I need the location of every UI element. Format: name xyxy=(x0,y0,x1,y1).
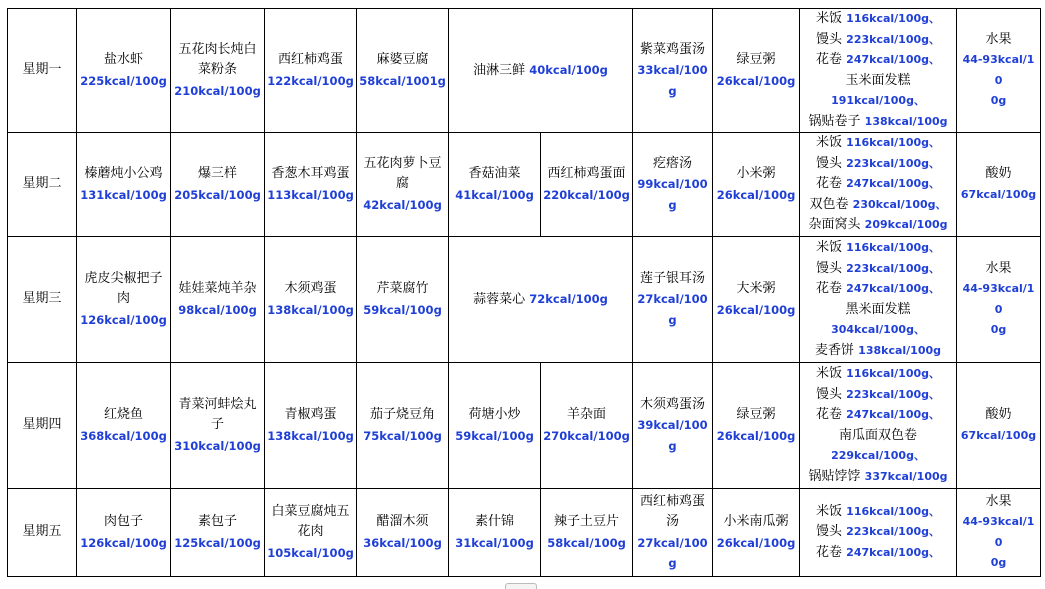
dish-name: 爆三样 xyxy=(197,166,237,181)
staple-line xyxy=(802,71,954,92)
dish-cell xyxy=(77,237,171,363)
dish-calories: 113kcal/100g xyxy=(267,187,354,202)
dish-name: 绿豆粥 xyxy=(736,407,776,422)
staple-name: 馒头 xyxy=(816,524,843,540)
staple-calories: 223kcal/100g、 xyxy=(846,261,941,275)
dish-calories: 75kcal/100g xyxy=(363,428,442,443)
staple-name: 馒头 xyxy=(816,386,843,402)
dish-cell xyxy=(171,489,265,577)
dish-calories: 58kcal/100g xyxy=(547,535,626,550)
menu-row xyxy=(8,363,1041,489)
dish-name: 五花肉萝卜豆腐 xyxy=(363,155,442,192)
menu-row xyxy=(8,237,1041,363)
fruit-name: 酸奶 xyxy=(985,166,1012,181)
staple-calories: 229kcal/100g、 xyxy=(831,449,925,462)
dish-name: 肉包子 xyxy=(103,514,143,529)
staple-calories: 116kcal/100g、 xyxy=(846,241,941,254)
dish-name: 荷塘小炒 xyxy=(468,407,521,422)
staple-line xyxy=(802,385,954,406)
dish-calories: 270kcal/100g xyxy=(543,428,630,443)
staple-name: 米饭 xyxy=(816,11,843,26)
staple-name: 杂面窝头 xyxy=(808,217,861,233)
dish-name: 青椒鸡蛋 xyxy=(284,407,337,422)
staple-line xyxy=(802,341,954,362)
dish-cell xyxy=(357,9,449,133)
staple-calories: 223kcal/100g、 xyxy=(846,387,941,401)
dish-name: 大米粥 xyxy=(736,281,776,296)
staple-calories: 191kcal/100g、 xyxy=(831,94,925,107)
staple-name: 黑米面发糕 xyxy=(845,301,911,317)
staple-food-cell xyxy=(800,133,957,237)
staple-name: 南瓜面双色卷 xyxy=(839,427,918,443)
dish-calories: 122kcal/100g xyxy=(267,73,354,88)
staple-calories: 304kcal/100g、 xyxy=(831,323,925,336)
dish-cell xyxy=(713,133,800,237)
dish-calories: 27kcal/100g xyxy=(637,535,708,570)
staple-line xyxy=(802,112,954,133)
staple-calories: 138kcal/100g xyxy=(864,114,948,128)
staple-name: 花卷 xyxy=(816,281,843,296)
staple-calories: 209kcal/100g xyxy=(864,218,948,232)
scroll-handle[interactable] xyxy=(505,583,537,589)
dish-calories: 39kcal/100g xyxy=(637,418,708,453)
dish-name: 白菜豆腐炖五花肉 xyxy=(271,503,350,540)
staple-name: 玉米面发糕 xyxy=(845,72,911,88)
staple-name: 米饭 xyxy=(816,366,843,381)
staple-calories: 116kcal/100g、 xyxy=(846,504,941,518)
dish-name: 虎皮尖椒把子肉 xyxy=(84,270,163,307)
fruit-name: 水果 xyxy=(985,493,1012,509)
dish-calories: 27kcal/100g xyxy=(637,292,708,327)
dish-name: 莲子银耳汤 xyxy=(640,270,706,286)
dish-calories: 310kcal/100g xyxy=(174,438,261,453)
staple-calories: 230kcal/100g、 xyxy=(852,197,947,211)
staple-calories: 116kcal/100g、 xyxy=(846,367,941,380)
dish-cell xyxy=(449,363,541,489)
dish-cell xyxy=(171,237,265,363)
dish-calories: 126kcal/100g xyxy=(80,312,167,327)
staple-line xyxy=(802,133,954,154)
weekday-cell: 星期四 xyxy=(8,363,77,489)
staple-name: 馒头 xyxy=(816,155,843,171)
dish-cell xyxy=(713,489,800,577)
dish-cell xyxy=(171,363,265,489)
staple-line xyxy=(802,467,954,488)
fruit-cell xyxy=(957,237,1041,363)
staple-line xyxy=(802,364,954,385)
staple-calories: 223kcal/100g、 xyxy=(846,32,941,46)
dish-name: 茄子烧豆角 xyxy=(369,407,435,422)
menu-row xyxy=(8,133,1041,237)
fruit-calories: 44-93kcal/10 xyxy=(962,53,1035,87)
dish-cell xyxy=(77,489,171,577)
dish-name: 醋溜木须 xyxy=(376,514,429,529)
dish-cell xyxy=(171,9,265,133)
dish-cell xyxy=(77,363,171,489)
staple-calories: 223kcal/100g、 xyxy=(846,525,941,539)
dish-name: 素包子 xyxy=(197,514,237,529)
dish-cell xyxy=(357,133,449,237)
staple-line xyxy=(802,50,954,71)
fruit-calories: 0g xyxy=(990,323,1007,336)
fruit-calories: 67kcal/100g xyxy=(960,428,1037,442)
fruit-name: 酸奶 xyxy=(985,407,1012,422)
dish-name: 西红柿鸡蛋汤 xyxy=(640,493,706,529)
dish-name: 油淋三鲜 xyxy=(473,62,526,78)
dish-name: 西红柿鸡蛋 xyxy=(277,52,343,67)
staple-name: 米饭 xyxy=(816,503,843,519)
dish-name: 蒜蓉菜心 xyxy=(473,291,526,307)
staple-calories: 116kcal/100g、 xyxy=(846,136,941,150)
dish-calories: 26kcal/100g xyxy=(716,73,796,88)
staple-line xyxy=(802,279,954,300)
dish-calories: 72kcal/100g xyxy=(529,291,608,306)
dish-name: 木须鸡蛋 xyxy=(284,281,337,296)
dish-name: 麻婆豆腐 xyxy=(376,52,429,67)
dish-calories: 42kcal/100g xyxy=(363,197,442,212)
dish-cell xyxy=(713,9,800,133)
staple-name: 花卷 xyxy=(816,52,843,67)
dish-calories: 368kcal/100g xyxy=(80,428,167,443)
dish-cell xyxy=(265,9,357,133)
weekday-cell: 星期一 xyxy=(8,9,77,133)
dish-cell xyxy=(77,133,171,237)
dish-cell xyxy=(633,363,713,489)
dish-cell xyxy=(449,237,633,363)
dish-calories: 210kcal/100g xyxy=(174,83,261,98)
staple-name: 米饭 xyxy=(816,135,843,151)
staple-calories: 116kcal/100g、 xyxy=(846,12,941,25)
staple-line xyxy=(802,426,954,447)
staple-calories: 247kcal/100g、 xyxy=(846,282,941,295)
dish-cell xyxy=(633,9,713,133)
staple-calories: 247kcal/100g、 xyxy=(846,545,941,559)
dish-calories: 126kcal/100g xyxy=(80,535,167,550)
dish-calories: 225kcal/100g xyxy=(80,73,167,88)
menu-row xyxy=(8,489,1041,577)
dish-calories: 58kcal/1001g xyxy=(359,73,446,88)
dish-cell xyxy=(171,133,265,237)
dish-name: 五花肉长炖白菜粉条 xyxy=(178,41,257,78)
staple-line xyxy=(802,215,954,236)
dish-cell xyxy=(633,489,713,577)
dish-name: 盐水虾 xyxy=(103,52,143,67)
staple-line xyxy=(802,9,954,30)
dish-name: 青菜河蚌烩丸子 xyxy=(178,396,257,433)
staple-food-cell xyxy=(800,363,957,489)
staple-line xyxy=(802,259,954,280)
staple-name: 麦香饼 xyxy=(815,342,855,358)
dish-cell xyxy=(449,489,541,577)
dish-name: 香葱木耳鸡蛋 xyxy=(271,166,350,181)
staple-line xyxy=(802,543,954,564)
staple-calories: 247kcal/100g、 xyxy=(846,408,941,421)
dish-cell xyxy=(265,363,357,489)
dish-name: 紫菜鸡蛋汤 xyxy=(640,41,706,57)
staple-line xyxy=(802,30,954,51)
dish-calories: 205kcal/100g xyxy=(174,187,261,202)
dish-cell xyxy=(265,237,357,363)
dish-calories: 36kcal/100g xyxy=(363,535,442,550)
staple-name: 双色卷 xyxy=(809,196,849,212)
dish-cell xyxy=(449,9,633,133)
weekday-cell: 星期二 xyxy=(8,133,77,237)
dish-calories: 125kcal/100g xyxy=(174,535,261,550)
staple-name: 花卷 xyxy=(816,407,843,422)
staple-calories: 337kcal/100g xyxy=(864,469,948,483)
staple-name: 锅贴卷子 xyxy=(808,113,861,129)
fruit-name: 水果 xyxy=(985,31,1012,47)
fruit-calories: 44-93kcal/10 xyxy=(962,282,1035,316)
fruit-calories: 0g xyxy=(990,556,1007,569)
staple-line xyxy=(802,522,954,543)
dish-cell xyxy=(449,133,541,237)
menu-row xyxy=(8,9,1041,133)
dish-name: 榛蘑炖小公鸡 xyxy=(84,166,163,181)
fruit-calories: 67kcal/100g xyxy=(960,187,1037,201)
staple-line xyxy=(802,91,954,112)
dish-cell xyxy=(541,363,633,489)
staple-calories: 223kcal/100g、 xyxy=(846,156,941,170)
staple-name: 锅贴饽饽 xyxy=(808,468,861,484)
dish-cell xyxy=(541,489,633,577)
dish-calories: 220kcal/100g xyxy=(543,187,630,202)
fruit-calories: 44-93kcal/10 xyxy=(962,515,1035,549)
dish-calories: 138kcal/100g xyxy=(267,302,354,317)
dish-name: 娃娃菜炖羊杂 xyxy=(178,281,257,296)
dish-cell xyxy=(357,237,449,363)
staple-name: 馒头 xyxy=(816,260,843,276)
dish-name: 疙瘩汤 xyxy=(653,155,693,171)
staple-line xyxy=(802,502,954,523)
weekly-menu-table xyxy=(7,8,1041,577)
fruit-cell xyxy=(957,9,1041,133)
staple-line xyxy=(802,195,954,216)
staple-calories: 138kcal/100g xyxy=(858,343,942,357)
dish-name: 木须鸡蛋汤 xyxy=(640,396,706,412)
fruit-cell xyxy=(957,133,1041,237)
weekday-cell: 星期五 xyxy=(8,489,77,577)
staple-name: 馒头 xyxy=(816,31,843,47)
staple-food-cell xyxy=(800,9,957,133)
staple-name: 花卷 xyxy=(816,544,843,560)
staple-line xyxy=(802,154,954,175)
dish-calories: 59kcal/100g xyxy=(455,428,534,443)
dish-calories: 31kcal/100g xyxy=(455,535,534,550)
dish-cell xyxy=(541,133,633,237)
staple-name: 花卷 xyxy=(816,176,843,192)
dish-cell xyxy=(357,489,449,577)
staple-calories: 247kcal/100g、 xyxy=(846,53,941,66)
dish-cell xyxy=(713,237,800,363)
dish-calories: 40kcal/100g xyxy=(529,62,608,77)
dish-calories: 105kcal/100g xyxy=(267,545,354,560)
staple-food-cell xyxy=(800,489,957,577)
dish-cell xyxy=(265,489,357,577)
dish-name: 辣子土豆片 xyxy=(554,514,620,529)
dish-name: 芹菜腐竹 xyxy=(376,281,429,296)
staple-calories: 247kcal/100g、 xyxy=(846,177,941,191)
dish-calories: 26kcal/100g xyxy=(716,302,796,317)
dish-name: 素什锦 xyxy=(474,514,514,529)
dish-calories: 138kcal/100g xyxy=(267,428,354,443)
dish-calories: 98kcal/100g xyxy=(178,302,257,317)
fruit-calories: 0g xyxy=(990,94,1007,107)
staple-line xyxy=(802,174,954,195)
dish-name: 绿豆粥 xyxy=(736,52,776,67)
dish-name: 香菇油菜 xyxy=(468,166,521,181)
dish-name: 羊杂面 xyxy=(567,407,607,422)
dish-calories: 26kcal/100g xyxy=(716,428,796,443)
staple-line xyxy=(802,405,954,426)
dish-name: 小米南瓜粥 xyxy=(723,514,789,529)
dish-cell xyxy=(633,133,713,237)
dish-name: 小米粥 xyxy=(736,166,776,181)
dish-calories: 131kcal/100g xyxy=(80,187,167,202)
dish-cell xyxy=(713,363,800,489)
staple-food-cell xyxy=(800,237,957,363)
dish-calories: 99kcal/100g xyxy=(637,177,708,212)
dish-calories: 26kcal/100g xyxy=(716,535,796,550)
dish-calories: 26kcal/100g xyxy=(716,187,796,202)
dish-name: 红烧鱼 xyxy=(103,407,143,422)
dish-name: 西红柿鸡蛋面 xyxy=(547,166,626,181)
fruit-cell xyxy=(957,363,1041,489)
dish-cell xyxy=(357,363,449,489)
staple-name: 米饭 xyxy=(816,240,843,255)
weekday-cell: 星期三 xyxy=(8,237,77,363)
staple-line xyxy=(802,320,954,341)
fruit-cell xyxy=(957,489,1041,577)
fruit-name: 水果 xyxy=(985,260,1012,276)
dish-cell xyxy=(633,237,713,363)
dish-calories: 59kcal/100g xyxy=(363,302,442,317)
dish-calories: 33kcal/100g xyxy=(637,63,708,98)
dish-cell xyxy=(265,133,357,237)
staple-line xyxy=(802,238,954,259)
staple-line xyxy=(802,446,954,467)
staple-line xyxy=(802,300,954,321)
dish-calories: 41kcal/100g xyxy=(455,187,534,202)
dish-cell xyxy=(77,9,171,133)
